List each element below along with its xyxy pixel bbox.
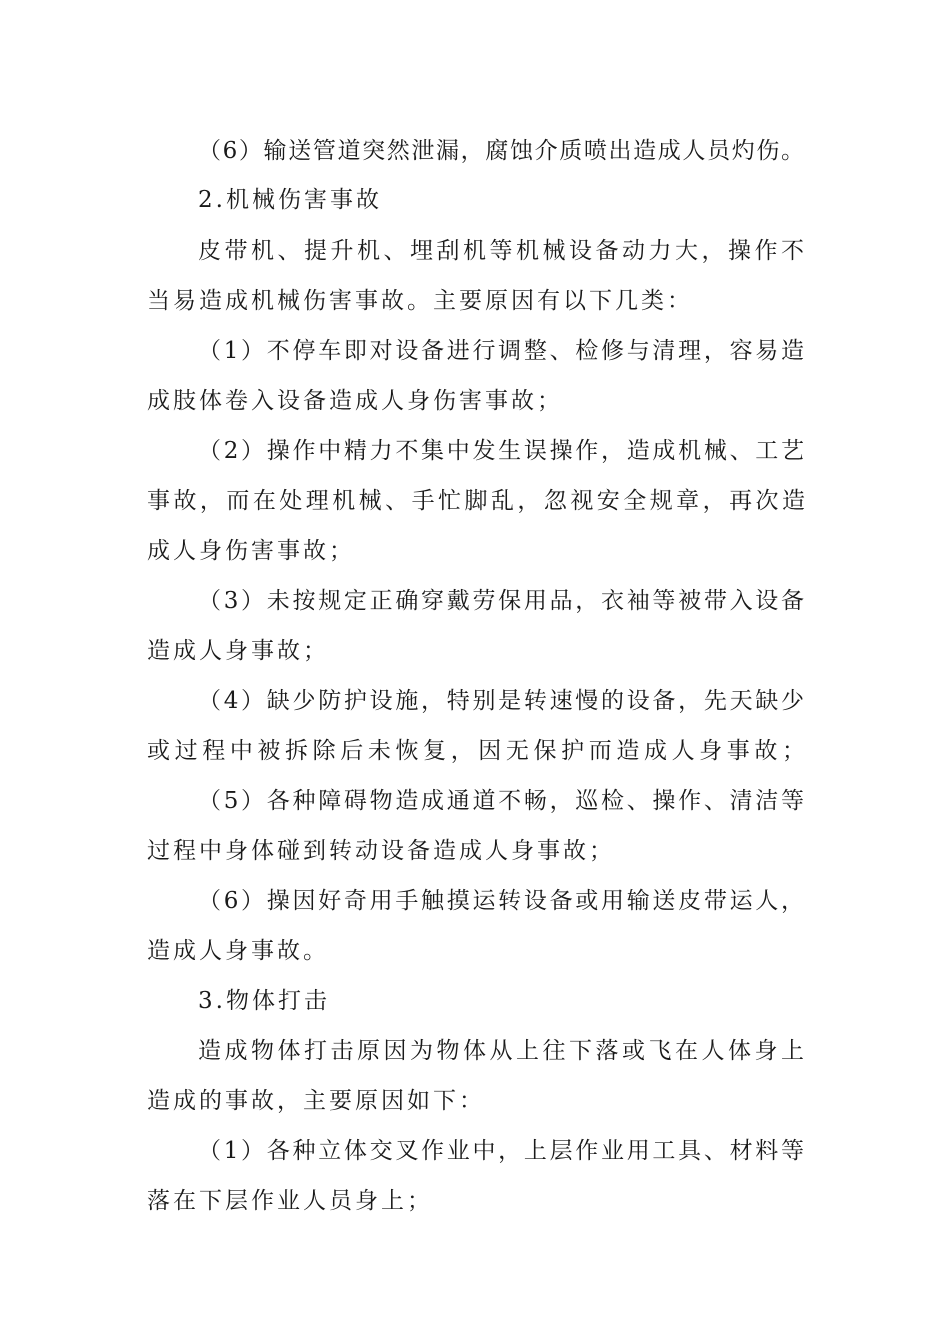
paragraph-line: （5）各种障碍物造成通道不畅，巡检、操作、清洁等 xyxy=(198,788,804,814)
paragraph-line: 或过程中被拆除后未恢复，因无保护而造成人身事故； xyxy=(147,738,805,764)
paragraph-line: （1）各种立体交叉作业中，上层作业用工具、材料等 xyxy=(198,1138,804,1164)
paragraph-line: 落在下层作业人员身上； xyxy=(147,1188,433,1214)
paragraph-line: 事故，而在处理机械、手忙脚乱，忽视安全规章，再次造 xyxy=(147,488,805,514)
paragraph-line: 造成人身事故； xyxy=(147,638,329,664)
paragraph-line: 造成的事故，主要原因如下： xyxy=(147,1088,485,1114)
paragraph-line: 皮带机、提升机、埋刮机等机械设备动力大，操作不 xyxy=(198,238,804,264)
section-heading: 3.物体打击 xyxy=(198,988,330,1014)
paragraph-line: 成肢体卷入设备造成人身伤害事故； xyxy=(147,388,563,414)
paragraph-line: 造成物体打击原因为物体从上往下落或飞在人体身上 xyxy=(198,1038,804,1064)
paragraph-line: （6）输送管道突然泄漏，腐蚀介质喷出造成人员灼伤。 xyxy=(198,138,804,164)
paragraph-line: （4）缺少防护设施，特别是转速慢的设备，先天缺少 xyxy=(198,688,804,714)
paragraph-line: 过程中身体碰到转动设备造成人身事故； xyxy=(147,838,615,864)
paragraph-line: （2）操作中精力不集中发生误操作，造成机械、工艺 xyxy=(198,438,804,464)
paragraph-line: （6）操因好奇用手触摸运转设备或用输送皮带运人， xyxy=(198,888,804,914)
paragraph-line: 当易造成机械伤害事故。主要原因有以下几类： xyxy=(147,288,693,314)
paragraph-line: （1）不停车即对设备进行调整、检修与清理，容易造 xyxy=(198,338,804,364)
paragraph-line: 成人身伤害事故； xyxy=(147,538,355,564)
paragraph-line: 造成人身事故。 xyxy=(147,938,329,964)
paragraph-line: （3）未按规定正确穿戴劳保用品，衣袖等被带入设备 xyxy=(198,588,804,614)
section-heading: 2.机械伤害事故 xyxy=(198,187,382,213)
